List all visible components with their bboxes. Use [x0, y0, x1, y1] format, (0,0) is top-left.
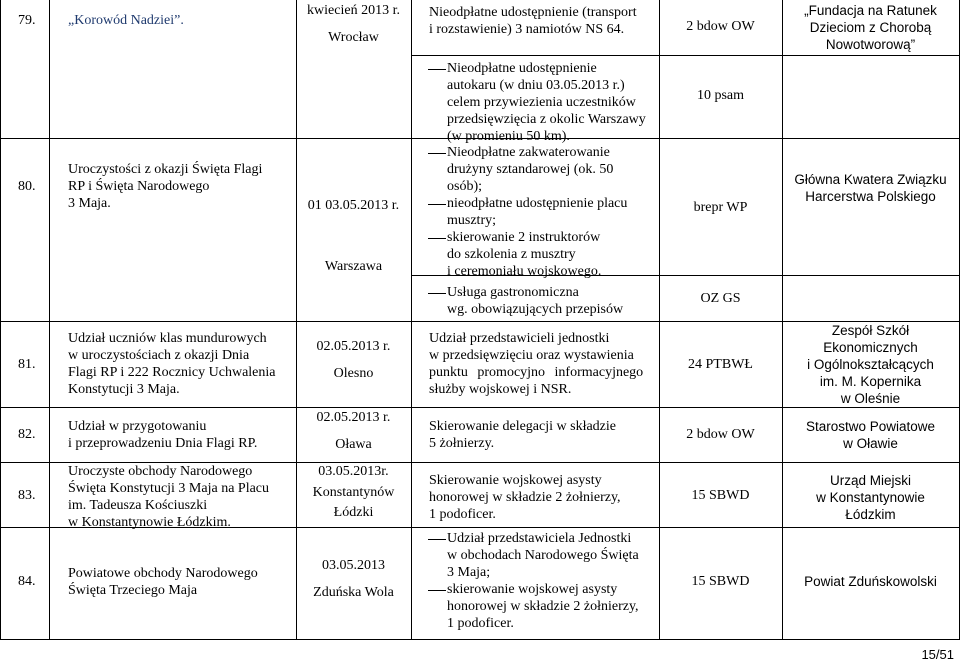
event-name: Udział uczniów klas mundurowych w uroczystościach z okazji Dnia Flagi RP i 222 Rocznicy Uchwalenia Konstytucji 3 Maja. [68, 331, 276, 397]
unit-code: OZ GS [700, 291, 741, 306]
unit-code: 2 bdow OW [686, 427, 755, 442]
row-number: 80. [18, 179, 36, 194]
support-description: Nieodpłatne udostępnienie autokaru (w dniu 03.05.2013 r.) celem przywiezienia uczestników przedsięwzięcia z okolic Warszawy (w promieniu 50 km). [447, 61, 646, 144]
row-divider [411, 55, 960, 56]
support-description: Usługa gastronomiczna wg. obowiązujących przepisów [447, 285, 624, 317]
bullet-dash [428, 204, 446, 205]
partner-organization: Zespół Szkół Ekonomicznych i Ogólnokształcących im. M. Kopernika w Oleśnie [807, 323, 934, 406]
support-description: Skierowanie delegacji w składzie 5 żołnierzy. [429, 419, 616, 451]
row-number: 83. [18, 488, 36, 503]
support-description: Udział przedstawiciela Jednostki w obchodach Narodowego Święta 3 Maja; skierowanie wojskowej asysty honorowej w składzie 2 żołnierzy, 1 podoficer. [447, 531, 639, 631]
partner-organization: Urząd Miejski w Konstantynowie Łódzkim [816, 473, 925, 522]
event-date-place: 01 03.05.2013 r. Warszawa [307, 198, 400, 274]
event-name: Udział w przygotowaniu i przeprowadzeniu Dnia Flagi RP. [68, 419, 258, 451]
support-description: Nieodpłatne udostępnienie (transport i rozstawienie) 3 namiotów NS 64. [429, 5, 637, 37]
support-description: Nieodpłatne zakwaterowanie drużyny sztandarowej (ok. 50 osób); nieodpłatne udostępnienie placu musztry; skierowanie 2 instruktorów do szkolenia z musztry i ceremoniału wojskowego. [447, 145, 628, 279]
event-name: Uroczyste obchody Narodowego Święta Konstytucji 3 Maja na Placu im. Tadeusza Kościuszki w Konstantynowie Łódzkim. [68, 464, 270, 530]
support-description: Udział przedstawicieli jednostki w przedsięwzięciu oraz wystawienia punktu promocyjno informacyjnego służby wojskowej i NSR. [429, 331, 644, 397]
column-divider [296, 0, 297, 640]
row-number: 82. [18, 427, 36, 442]
row-number: 81. [18, 357, 36, 372]
unit-code: 2 bdow OW [686, 19, 755, 34]
bullet-dash [428, 153, 446, 154]
page-number: 15/51 [921, 647, 954, 662]
event-date-place: kwiecień 2013 r. Wrocław [307, 3, 400, 45]
unit-code: 15 SBWD [691, 488, 750, 503]
row-number: 84. [18, 574, 36, 589]
event-name: Uroczystości z okazji Święta Flagi RP i Święta Narodowego 3 Maja. [68, 162, 263, 211]
bullet-dash [428, 69, 446, 70]
event-date-place: 03.05.2013 Zduńska Wola [313, 558, 394, 600]
bullet-dash [428, 590, 446, 591]
unit-code: 15 SBWD [691, 574, 750, 589]
unit-code: 24 PTBWŁ [688, 357, 753, 372]
bullet-dash [428, 238, 446, 239]
unit-code: 10 psam [696, 88, 745, 103]
table-border-left [0, 0, 1, 640]
event-name: Powiatowe obchody Narodowego Święta Trzeciego Maja [68, 566, 258, 598]
row-divider [0, 407, 960, 408]
bullet-dash [428, 293, 446, 294]
partner-organization: Główna Kwatera Związku Harcerstwa Polskiego [794, 172, 947, 204]
row-number: 79. [18, 13, 36, 28]
partner-organization: Powiat Zduńskowolski [804, 574, 937, 589]
event-name: „Korowód Nadziei”. [68, 13, 184, 28]
event-date-place: 03.05.2013r. Konstantynów Łódzki [312, 464, 395, 520]
column-divider [411, 0, 412, 640]
partner-organization: Starostwo Powiatowe w Oławie [805, 419, 936, 451]
column-divider [49, 0, 50, 640]
column-divider [782, 0, 783, 640]
unit-code: brepr WP [693, 200, 748, 215]
table-border-bottom [0, 639, 960, 640]
bullet-dash [428, 539, 446, 540]
partner-organization: „Fundacja na Ratunek Dzieciom z Chorobą Nowotworową” [804, 3, 937, 52]
event-date-place: 02.05.2013 r. Olesno [316, 339, 391, 381]
support-description: Skierowanie wojskowej asysty honorowej w składzie 2 żołnierzy, 1 podoficer. [429, 473, 621, 522]
event-date-place: 02.05.2013 r. Oława [316, 410, 391, 452]
